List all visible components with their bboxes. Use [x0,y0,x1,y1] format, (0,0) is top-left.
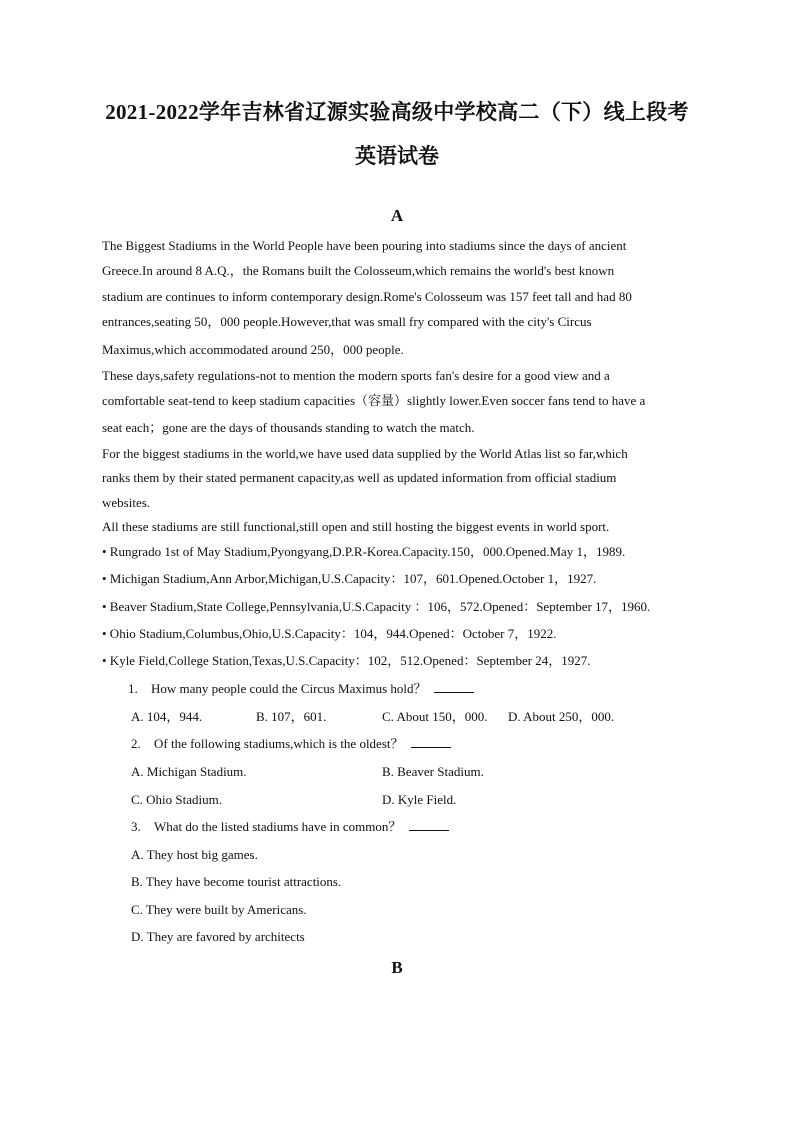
stadium-list-item: • Kyle Field,College Station,Texas,U.S.Capacity：102，512.Opened：September 24，1927. [102,653,591,668]
exam-title: 2021-2022学年吉林省辽源实验高级中学校高二（下）线上段考 [105,100,689,124]
stadium-list-item: • Beaver Stadium,State College,Pennsylvania,U.S.Capacity ：106，572.Opened：September 17，1960. [102,599,651,614]
answer-blank [434,680,474,693]
question-2 [131,735,451,753]
passage-line: seat each；gone are the days of thousands standing to watch the match. [102,420,475,435]
question-number: 1. [128,681,138,696]
passage-line: The Biggest Stadiums in the World People have been pouring into stadiums since the days of ancient [102,238,627,253]
option-b: B. They have become tourist attractions. [131,874,342,889]
passage-line: Greece.In around 8 A.Q.，the Romans built the Colosseum,which remains the world's best known [102,263,615,278]
stadium-list-item: • Ohio Stadium,Columbus,Ohio,U.S.Capacity：104，944.Opened：October 7，1922. [102,626,557,641]
passage-line: For the biggest stadiums in the world,we have used data supplied by the World Atlas list so far,which [102,446,628,461]
stadium-list-item: • Rungrado 1st of May Stadium,Pyongyang,D.P.R-Korea.Capacity.150，000.Opened.May 1，1989. [102,544,626,559]
option-c: C. About 150，000. [382,709,488,724]
question-number: 2. [131,736,141,751]
answer-blank [411,735,451,748]
section-a-heading: A [390,206,404,225]
exam-subtitle: 英语试卷 [355,144,439,168]
option-b: B. 107，601. [256,709,327,724]
stadium-list-item: • Michigan Stadium,Ann Arbor,Michigan,U.S.Capacity：107，601.Opened.October 1，1927. [102,571,597,586]
option-c: C. They were built by Americans. [131,902,307,917]
answer-blank [409,818,449,831]
passage-line: entrances,seating 50，000 people.However,that was small fry compared with the city's Circus [102,314,592,329]
question-stem: What do the listed stadiums have in common？ [154,819,402,834]
passage-line: stadium are continues to inform contemporary design.Rome's Colosseum was 157 feet tall and had 80 [102,289,632,304]
option-d: D. About 250，000. [508,709,615,724]
option-d: D. They are favored by architects [131,929,305,944]
option-a: A. They host big games. [131,847,258,862]
passage-line: These days,safety regulations-not to mention the modern sports fan's desire for a good view and a [102,368,610,383]
option-d: D. Kyle Field. [382,792,457,807]
question-number: 3. [131,819,141,834]
question-1 [128,680,474,698]
option-c: C. Ohio Stadium. [131,792,223,807]
passage-line: All these stadiums are still functional,still open and still hosting the biggest events in world sport. [102,519,610,534]
option-a: A. 104，944. [131,709,203,724]
question-3 [131,818,449,836]
passage-line: websites. [102,495,151,510]
question-stem: How many people could the Circus Maximus hold？ [151,681,427,696]
option-a: A. Michigan Stadium. [131,764,247,779]
section-b-heading: B [391,958,403,977]
option-b: B. Beaver Stadium. [382,764,484,779]
passage-line: ranks them by their stated permanent capacity,as well as updated information from official stadium [102,470,617,485]
passage-line: Maximus,which accommodated around 250，000 people. [102,342,404,357]
passage-line: comfortable seat-tend to keep stadium capacities（容量）slightly lower.Even soccer fans tend to have a [102,393,646,408]
question-stem: Of the following stadiums,which is the oldest？ [154,736,404,751]
